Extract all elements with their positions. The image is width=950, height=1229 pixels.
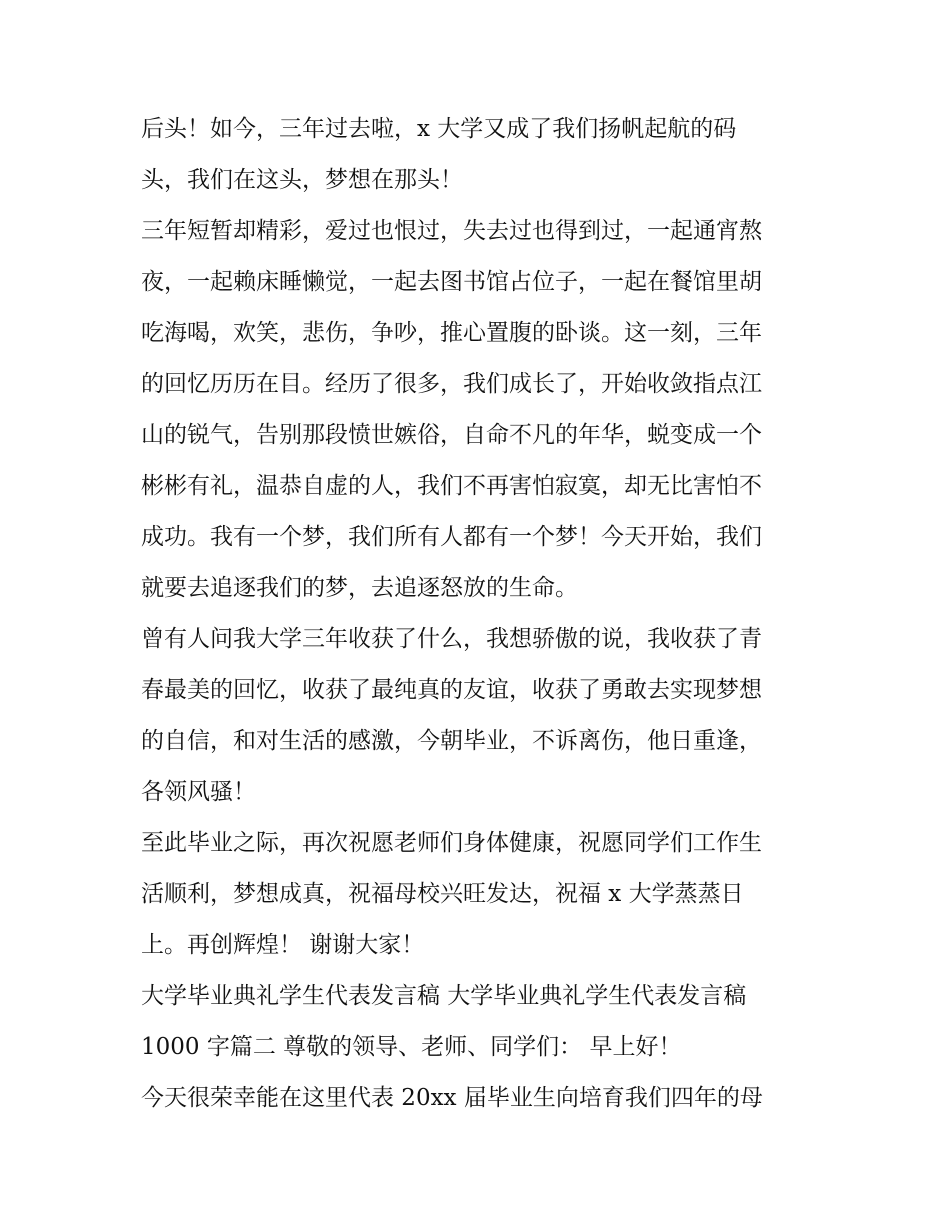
text-line: 山的锐气，告别那段愤世嫉俗，自命不凡的年华，蜕变成一个	[141, 422, 762, 448]
text-line: 后头！如今，三年过去啦，x 大学又成了我们扬帆起航的码	[141, 116, 737, 142]
text-line: 今天很荣幸能在这里代表 20xx 届毕业生向培育我们四年的母	[141, 1085, 763, 1111]
text-line: 成功。我有一个梦，我们所有人都有一个梦！今天开始，我们	[141, 524, 762, 550]
text-line: 大学毕业典礼学生代表发言稿 大学毕业典礼学生代表发言稿	[141, 983, 747, 1009]
text-line: 吃海喝，欢笑，悲伤，争吵，推心置腹的卧谈。这一刻，三年	[141, 320, 762, 346]
text-line: 三年短暂却精彩，爱过也恨过，失去过也得到过，一起通宵熬	[141, 218, 762, 244]
text-line: 头，我们在这头，梦想在那头！	[141, 167, 463, 193]
text-line: 的回忆历历在目。经历了很多，我们成长了，开始收敛指点江	[141, 371, 762, 397]
text-line: 至此毕业之际，再次祝愿老师们身体健康，祝愿同学们工作生	[141, 830, 762, 856]
text-line: 上。再创辉煌！ 谢谢大家！	[141, 932, 425, 958]
text-line: 各领风骚！	[141, 779, 256, 805]
text-line: 彬彬有礼，温恭自虚的人，我们不再害怕寂寞，却无比害怕不	[141, 473, 762, 499]
text-line: 的自信，和对生活的感激，今朝毕业，不诉离伤，他日重逢，	[141, 728, 762, 754]
text-line: 曾有人问我大学三年收获了什么，我想骄傲的说，我收获了青	[141, 626, 762, 652]
document-body	[141, 104, 821, 1124]
text-line: 夜，一起赖床睡懒觉，一起去图书馆占位子，一起在餐馆里胡	[141, 269, 762, 295]
text-line: 活顺利，梦想成真，祝福母校兴旺发达，祝福 x 大学蒸蒸日	[141, 881, 744, 907]
text-line: 1000 字篇二 尊敬的领导、老师、同学们： 早上好！	[141, 1034, 682, 1060]
text-line: 春最美的回忆，收获了最纯真的友谊，收获了勇敢去实现梦想	[141, 677, 762, 703]
text-line: 就要去追逐我们的梦，去追逐怒放的生命。	[141, 575, 578, 601]
